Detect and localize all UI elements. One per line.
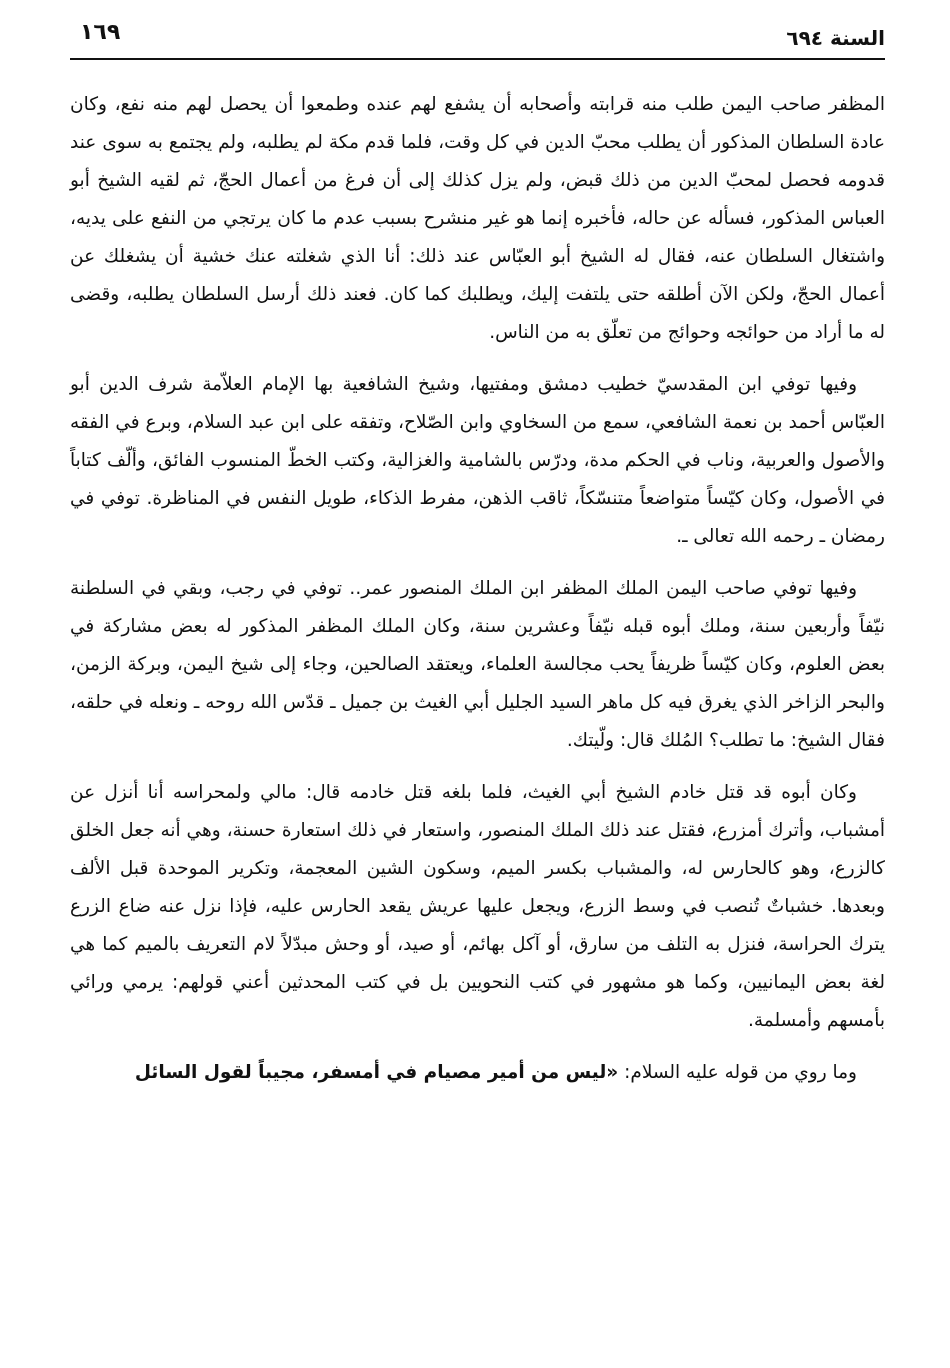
paragraph-continuation: المظفر صاحب اليمن طلب منه قرابته وأصحابه أن يشفع لهم عنده وطمعوا أن يحصل لهم منه نفع، وكان عادة السلطان المذكور أن يطلب محبّ الدين في كل وقت، فلما قدم مكة لم يطلبه، ولم يجتمع به سوى عند قدومه فحصل لمحبّ الدين من ذلك قبض، ولم يزل كذلك إلى أن فرغ من أعمال الحجّ، ثم لقيه الشيخ أبو العباس المذكور، فسأله عن حاله، فأخبره إنما هو غير منشرح بسبب عدم ما كان يرتجي من النفع على يديه، واشتغال السلطان عنه، فقال له الشيخ أبو العبّاس عند ذلك: أنا الذي شغلته عنك خشية أن يشغلك عن أعمال الحجّ، ولكن الآن أطلقه حتى يلتفت إليك، ويطلبك كما كان. فعند ذلك أرسل السلطان يطلبه، وقضى له ما أراد من حوائجه وحوائج من تعلّق به من الناس.	[70, 94, 885, 343]
book-page	[70, 18, 885, 1106]
paragraph-ibn-al-maqdisi: وفيها توفي ابن المقدسيّ خطيب دمشق ومفتيها، وشيخ الشافعية بها الإمام العلاّمة شرف الدين أبو العبّاس أحمد بن نعمة الشافعي، سمع من السخاوي وابن الصّلاح، وتفقه على ابن عبد السلام، وبرع في الفقه والأصول والعربية، وناب في الحكم مدة، ودرّس بالشامية والغزالية، وكتب الخطّ المنسوب الفائق، وألّف كتاباً في الأصول، وكان كيّساً متواضعاً متنسّكاً، ثاقب الذهن، مفرط الذكاء، طويل النفس في المناظرة. توفي في رمضان ـ رحمه الله تعالى ـ.	[70, 374, 885, 547]
paragraph-abu-al-ghayth: وكان أبوه قد قتل خادم الشيخ أبي الغيث، فلما بلغه قتل خادمه قال: مالي ولمحراسه أنا أنزل عن أمشباب، وأترك أمزرع، فقتل عند ذلك الملك المنصور، واستعار في ذلك استعارة حسنة، وهي أنه جعل الخلق كالزرع، وهو كالحارس له، والمشباب بكسر الميم، وسكون الشين المعجمة، وتكرير الموحدة قبل الألف وبعدها. خشباتٌ تُنصب في وسط الزرع، ويجعل عليها عريش يقعد الحارس عليه، فإذا نزل عنه ضاع الزرع يترك الحراسة، فنزل به التلف من سارق، أو آكل بهائم، أو صيد، أو وحش مبدّلاً لام التعريف بالميم كما هي لغة بعض اليمانيين، وكما هو مشهور في كتب النحويين بل في كتب المحدثين أعني قولهم: يرمي ورائي بأمسهم وأمسلمة.	[70, 782, 885, 1031]
hadith-quote: «ليس من أمير مصيام في أمسفر، مجيباً لقول السائل	[134, 1062, 619, 1083]
hadith-intro: وما روي من قوله عليه السلام:	[618, 1062, 857, 1083]
running-title: السنة ٦٩٤	[786, 26, 885, 50]
paragraph-hadith	[70, 1054, 885, 1092]
page-header	[70, 18, 885, 60]
paragraph-king-al-muzaffar: وفيها توفي صاحب اليمن الملك المظفر ابن الملك المنصور عمر.. توفي في رجب، وبقي في السلطنة نيّفاً وأربعين سنة، وملك أبوه قبله نيّفاً وعشرين سنة، وكان الملك المظفر المذكور له بعض مشاركة في بعض العلوم، وكان كيّساً ظريفاً يحب مجالسة العلماء، ويعتقد الصالحين، وجاء إلى شيخ اليمن، وبركة الزمن، والبحر الزاخر الذي يغرق فيه كل ماهر السيد الجليل أبي الغيث بن جميل ـ قدّس الله روحه ـ ونعله في حلقه، فقال الشيخ: ما تطلب؟ المُلك قال: ولّيتك.	[70, 578, 885, 751]
body-text	[70, 86, 885, 1092]
page-number: ١٦٩	[80, 20, 121, 45]
